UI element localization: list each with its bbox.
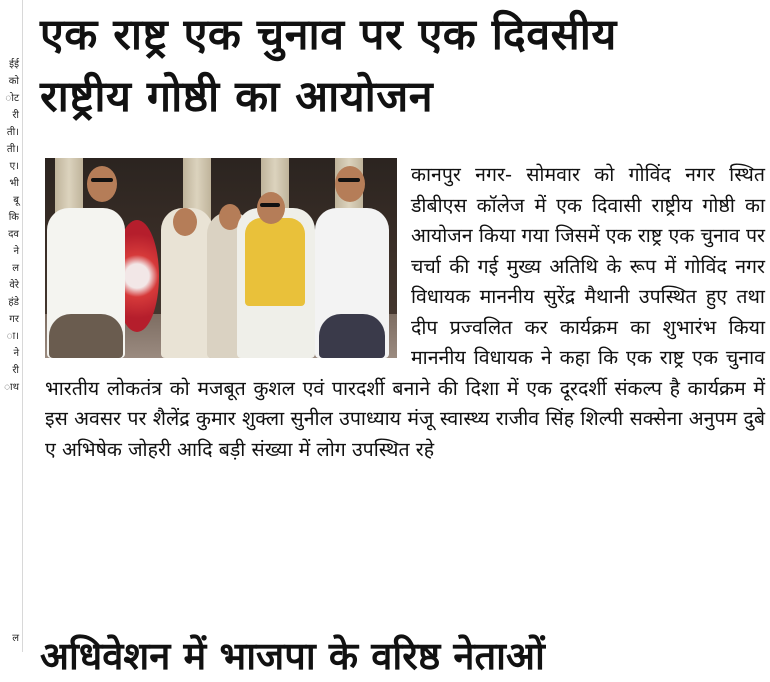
- adjacent-column-line: ती।: [6, 127, 19, 138]
- adjacent-column-line: दव: [8, 229, 19, 240]
- adjacent-column-line: को: [8, 76, 19, 87]
- adjacent-column-fragment: [0, 0, 23, 652]
- adjacent-column-line: ोट: [5, 93, 19, 104]
- adjacent-column-line: ती।: [6, 144, 19, 155]
- adjacent-column-line: ा।: [6, 331, 19, 342]
- adjacent-column-line: ने: [13, 246, 19, 257]
- adjacent-column-bottom-text: ल: [12, 633, 19, 644]
- adjacent-column-line: ल: [12, 263, 19, 274]
- adjacent-column-line: ईई: [9, 59, 19, 70]
- headline-line-1: एक राष्ट्र एक चुनाव पर एक दिवसीय: [40, 10, 617, 60]
- adjacent-column-line: ाथ: [4, 382, 19, 393]
- adjacent-column-text: [4, 56, 22, 396]
- adjacent-column-line: ने: [13, 348, 19, 359]
- article-paragraph: कानपुर नगर- सोमवार को गोविंद नगर स्थित डीबीएस कॉलेज में एक दिवासी राष्ट्रीय गोष्ठी का आयोजन किया गया जिसमें एक राष्ट्र एक चुनाव पर चर्चा की गई मुख्य अतिथि के रूप में गोविंद नगर विधायक माननीय सुरेंद्र मैथानी उपस्थित हुए तथा दीप प्रज्वलित कर कार्यक्रम का शुभारंभ किया माननीय विधायक ने कहा कि एक राष्ट्र एक चुनाव भारतीय लोकतंत्र को मजबूत कुशल एवं पारदर्शी बनाने की दिशा में एक दूरदर्शी संकल्प है कार्यक्रम में इस अवसर पर शैलेंद्र कुमार शुक्ला सुनील उपाध्याय मंजू स्वास्थ्य राजीव सिंह शिल्पी सक्सेना अनुपम दुबे ए अभिषेक जोहरी आदि बड़ी संख्या में लोग उपस्थित रहे: [45, 163, 765, 461]
- adjacent-column-line: भी: [9, 178, 19, 189]
- adjacent-column-line: गर: [9, 314, 19, 325]
- event-photo: [45, 158, 397, 358]
- headline: [40, 4, 760, 128]
- headline-line-2: राष्ट्रीय गोष्ठी का आयोजन: [40, 72, 434, 122]
- adjacent-column-line: री: [12, 365, 19, 376]
- adjacent-column-line: बू: [13, 195, 19, 206]
- adjacent-column-line: री: [12, 110, 19, 121]
- adjacent-column-line: कि: [8, 212, 19, 223]
- adjacent-column-line: ए।: [9, 161, 19, 172]
- next-headline-partial: अधिवेशन में भाजपा के वरिष्ठ नेताओं: [40, 634, 545, 678]
- adjacent-column-line: हंडे: [8, 297, 19, 308]
- adjacent-column-line: वेरे: [9, 280, 19, 291]
